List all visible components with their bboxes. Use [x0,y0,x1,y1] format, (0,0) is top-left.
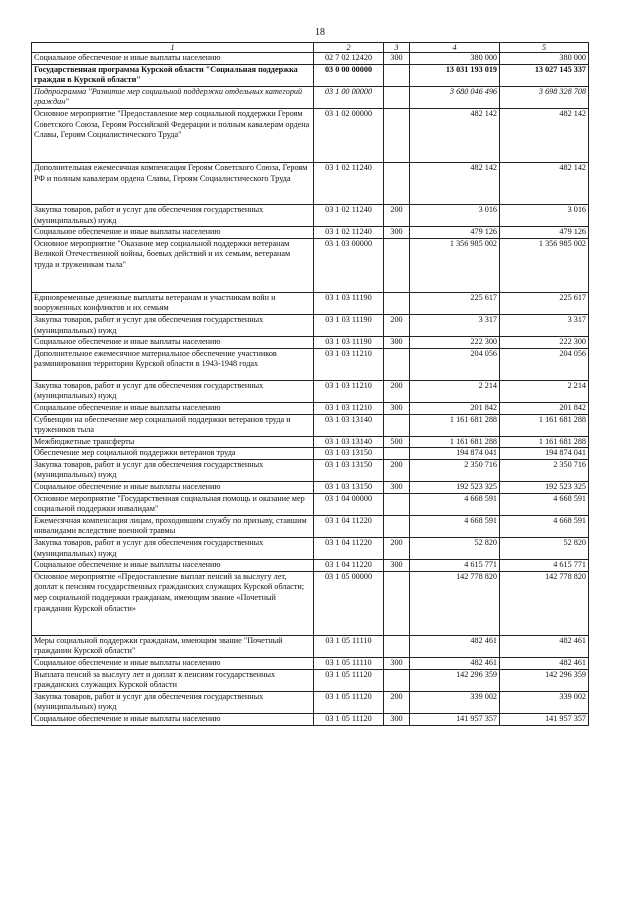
table-row [32,227,589,239]
row-amount-2-cell: 142 778 820 [500,571,589,635]
row-kind-cell [384,292,410,314]
row-kind-cell [384,64,410,86]
header-col-3: 3 [384,43,410,53]
row-amount-1-cell: 52 820 [410,538,500,560]
row-amount-2-cell: 1 161 681 288 [500,436,589,448]
row-kind-cell [384,238,410,292]
table-row [32,538,589,560]
row-amount-2-cell: 4 668 591 [500,493,589,515]
header-col-5: 5 [500,43,589,53]
row-code-cell: 03 1 03 11210 [314,348,384,380]
row-name-cell: Обеспечение мер социальной поддержки ветеранов труда [32,448,314,460]
table-body [32,43,589,726]
row-name-cell: Социальное обеспечение и иные выплаты населению [32,402,314,414]
row-code-cell: 03 1 02 11240 [314,162,384,204]
row-kind-cell [384,348,410,380]
row-amount-1-cell: 222 300 [410,337,500,349]
row-code-cell: 03 1 05 11110 [314,635,384,657]
row-name-cell: Закупка товаров, работ и услуг для обеспечения государственных (муниципальных) нужд [32,538,314,560]
table-row [32,448,589,460]
row-kind-cell: 200 [384,538,410,560]
row-code-cell: 03 1 04 11220 [314,515,384,537]
row-name-cell: Выплата пенсий за выслугу лет и доплат к пенсиям государственных гражданских служащих Курской области [32,669,314,691]
table-row [32,635,589,657]
row-code-cell: 02 7 02 12420 [314,53,384,65]
row-name-cell: Закупка товаров, работ и услуг для обеспечения государственных (муниципальных) нужд [32,459,314,481]
row-code-cell: 03 1 03 13140 [314,414,384,436]
row-amount-2-cell: 482 142 [500,108,589,162]
row-name-cell: Социальное обеспечение и иные выплаты населению [32,713,314,725]
row-kind-cell: 300 [384,482,410,494]
row-code-cell: 03 1 05 00000 [314,571,384,635]
row-amount-2-cell: 482 461 [500,635,589,657]
row-kind-cell: 500 [384,436,410,448]
row-code-cell: 03 1 03 11190 [314,292,384,314]
row-amount-2-cell: 192 523 325 [500,482,589,494]
table-row [32,414,589,436]
row-amount-1-cell: 482 142 [410,162,500,204]
row-kind-cell [384,86,410,108]
row-amount-1-cell: 2 350 716 [410,459,500,481]
row-code-cell: 03 1 05 11120 [314,691,384,713]
table-header-row [32,43,589,53]
table-row [32,86,589,108]
table-row [32,238,589,292]
row-amount-2-cell: 201 842 [500,402,589,414]
table-row [32,669,589,691]
row-amount-2-cell: 142 296 359 [500,669,589,691]
row-amount-1-cell: 1 161 681 288 [410,436,500,448]
row-amount-2-cell: 479 126 [500,227,589,239]
row-code-cell: 03 1 03 13150 [314,482,384,494]
table-row [32,436,589,448]
row-kind-cell: 200 [384,314,410,336]
row-amount-2-cell: 194 874 041 [500,448,589,460]
row-code-cell: 03 0 00 00000 [314,64,384,86]
table-row [32,560,589,572]
row-amount-2-cell: 52 820 [500,538,589,560]
row-amount-1-cell: 479 126 [410,227,500,239]
table-row [32,459,589,481]
table-row [32,482,589,494]
row-kind-cell [384,515,410,537]
row-amount-2-cell: 2 350 716 [500,459,589,481]
row-code-cell: 03 1 04 11220 [314,538,384,560]
row-amount-2-cell: 482 461 [500,658,589,670]
row-kind-cell [384,493,410,515]
row-name-cell: Закупка товаров, работ и услуг для обеспечения государственных (муниципальных) нужд [32,691,314,713]
row-kind-cell: 300 [384,402,410,414]
table-row [32,292,589,314]
row-amount-2-cell: 2 214 [500,380,589,402]
row-code-cell: 03 1 03 11190 [314,337,384,349]
row-kind-cell: 300 [384,227,410,239]
row-name-cell: Межбюджетные трансферты [32,436,314,448]
row-amount-1-cell: 4 615 771 [410,560,500,572]
budget-table [31,42,589,726]
row-amount-1-cell: 3 016 [410,204,500,226]
row-amount-1-cell: 3 680 046 496 [410,86,500,108]
row-code-cell: 03 1 00 00000 [314,86,384,108]
row-name-cell: Единовременные денежные выплаты ветеранам и участникам войн и вооруженных конфликтов и их семьям [32,292,314,314]
row-kind-cell [384,414,410,436]
table-row [32,53,589,65]
row-name-cell: Основное мероприятие "Государственная социальная помощь и оказание мер социальной поддержки инвалидам" [32,493,314,515]
table-row [32,493,589,515]
row-amount-1-cell: 339 002 [410,691,500,713]
row-code-cell: 03 1 02 00000 [314,108,384,162]
row-name-cell: Социальное обеспечение и иные выплаты населению [32,227,314,239]
row-name-cell: Социальное обеспечение и иные выплаты населению [32,53,314,65]
row-amount-1-cell: 482 142 [410,108,500,162]
row-code-cell: 03 1 03 11190 [314,314,384,336]
header-col-1: 1 [32,43,314,53]
row-amount-1-cell: 3 317 [410,314,500,336]
row-kind-cell: 300 [384,53,410,65]
row-amount-2-cell: 3 317 [500,314,589,336]
row-name-cell: Закупка товаров, работ и услуг для обеспечения государственных (муниципальных) нужд [32,204,314,226]
row-code-cell: 03 1 02 11240 [314,227,384,239]
row-amount-1-cell: 2 214 [410,380,500,402]
table-row [32,380,589,402]
row-kind-cell: 200 [384,459,410,481]
row-amount-1-cell: 1 161 681 288 [410,414,500,436]
row-code-cell: 03 1 03 00000 [314,238,384,292]
row-code-cell: 03 1 05 11110 [314,658,384,670]
row-kind-cell: 300 [384,713,410,725]
row-amount-2-cell: 222 300 [500,337,589,349]
row-name-cell: Социальное обеспечение и иные выплаты населению [32,658,314,670]
row-code-cell: 03 1 03 13150 [314,459,384,481]
row-code-cell: 03 1 03 13150 [314,448,384,460]
table-row [32,64,589,86]
table-row [32,108,589,162]
table-row [32,691,589,713]
table-row [32,314,589,336]
header-col-4: 4 [410,43,500,53]
row-name-cell: Дополнительная ежемесячная компенсация Героям Советского Союза, Героям РФ и полным кавалерам ордена Славы, Героям Социалистического Труда [32,162,314,204]
row-kind-cell [384,571,410,635]
row-code-cell: 03 1 05 11120 [314,713,384,725]
table-row [32,204,589,226]
row-amount-2-cell: 3 016 [500,204,589,226]
row-name-cell: Ежемесячная компенсация лицам, проходившим службу по призыву, ставшим инвалидами вследствие военной травмы [32,515,314,537]
table-row [32,658,589,670]
row-code-cell: 03 1 04 00000 [314,493,384,515]
row-kind-cell: 200 [384,204,410,226]
row-kind-cell [384,635,410,657]
table-row [32,162,589,204]
table-row [32,713,589,725]
row-kind-cell: 300 [384,658,410,670]
row-kind-cell: 300 [384,337,410,349]
row-code-cell: 03 1 05 11120 [314,669,384,691]
table-row [32,515,589,537]
row-amount-1-cell: 204 056 [410,348,500,380]
row-amount-2-cell: 4 668 591 [500,515,589,537]
table-row [32,337,589,349]
row-name-cell: Социальное обеспечение и иные выплаты населению [32,482,314,494]
row-kind-cell [384,162,410,204]
row-amount-2-cell: 3 698 328 708 [500,86,589,108]
row-code-cell: 03 1 03 11210 [314,402,384,414]
row-name-cell: Основное мероприятие "Предоставление мер социальной поддержки Героям Советского Союза, Героям Российской Федерации и полным кавалерам ордена Славы, Героям Социалистического Труда" [32,108,314,162]
row-name-cell: Меры социальной поддержки гражданам, имеющим звание "Почетный гражданин Курской области" [32,635,314,657]
row-name-cell: Закупка товаров, работ и услуг для обеспечения государственных (муниципальных) нужд [32,314,314,336]
row-kind-cell: 200 [384,691,410,713]
row-amount-2-cell: 141 957 357 [500,713,589,725]
row-amount-2-cell: 482 142 [500,162,589,204]
row-amount-1-cell: 482 461 [410,658,500,670]
page-number: 18 [315,27,325,38]
row-kind-cell [384,669,410,691]
row-code-cell: 03 1 04 11220 [314,560,384,572]
row-name-cell: Государственная программа Курской области "Социальная поддержка граждан в Курской области" [32,64,314,86]
row-amount-2-cell: 225 617 [500,292,589,314]
row-kind-cell: 300 [384,560,410,572]
row-amount-2-cell: 4 615 771 [500,560,589,572]
row-name-cell: Дополнительное ежемесячное материальное обеспечение участников разминирования территории Курской области в 1943-1948 годах [32,348,314,380]
row-amount-1-cell: 482 461 [410,635,500,657]
row-amount-1-cell: 142 778 820 [410,571,500,635]
row-amount-1-cell: 1 356 985 002 [410,238,500,292]
row-kind-cell [384,448,410,460]
table-row [32,402,589,414]
row-name-cell: Социальное обеспечение и иные выплаты населению [32,560,314,572]
table-row [32,348,589,380]
row-amount-2-cell: 339 002 [500,691,589,713]
table-row [32,571,589,635]
row-kind-cell [384,108,410,162]
row-amount-1-cell: 141 957 357 [410,713,500,725]
row-amount-1-cell: 201 842 [410,402,500,414]
row-amount-1-cell: 13 031 193 019 [410,64,500,86]
row-amount-1-cell: 4 668 591 [410,515,500,537]
row-amount-2-cell: 13 027 145 337 [500,64,589,86]
header-col-2: 2 [314,43,384,53]
row-name-cell: Основное мероприятие «Предоставление выплат пенсий за выслугу лет, доплат к пенсиям государственных гражданских служащих Курской области; мер социальной поддержки гражданам, имеющим звание «Почетный гражданин Курской области» [32,571,314,635]
row-code-cell: 03 1 03 13140 [314,436,384,448]
row-name-cell: Подпрограмма "Развитие мер социальной поддержки отдельных категорий граждан" [32,86,314,108]
row-name-cell: Социальное обеспечение и иные выплаты населению [32,337,314,349]
row-amount-2-cell: 380 000 [500,53,589,65]
row-name-cell: Основное мероприятие "Оказание мер социальной поддержки ветеранам Великой Отечественной войны, боевых действий и их семьям, ветеранам труда и труженикам тыла" [32,238,314,292]
row-amount-1-cell: 225 617 [410,292,500,314]
row-kind-cell: 200 [384,380,410,402]
row-amount-1-cell: 142 296 359 [410,669,500,691]
row-amount-1-cell: 192 523 325 [410,482,500,494]
row-amount-2-cell: 1 356 985 002 [500,238,589,292]
row-name-cell: Субвенции на обеспечение мер социальной поддержки ветеранов труда и тружеников тыла [32,414,314,436]
row-code-cell: 03 1 02 11240 [314,204,384,226]
row-amount-1-cell: 380 000 [410,53,500,65]
row-amount-1-cell: 4 668 591 [410,493,500,515]
row-amount-1-cell: 194 874 041 [410,448,500,460]
row-code-cell: 03 1 03 11210 [314,380,384,402]
row-amount-2-cell: 1 161 681 288 [500,414,589,436]
row-amount-2-cell: 204 056 [500,348,589,380]
row-name-cell: Закупка товаров, работ и услуг для обеспечения государственных (муниципальных) нужд [32,380,314,402]
